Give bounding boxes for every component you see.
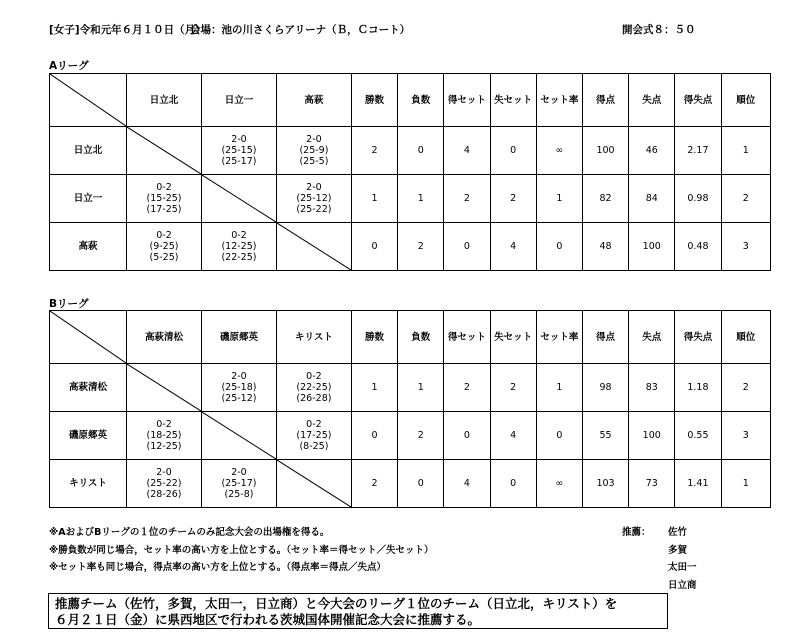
col-stat-header: 得セット (444, 74, 490, 127)
stat-cell: 2 (398, 223, 444, 271)
stat-cell: 55 (582, 412, 628, 460)
col-stat-header: 勝数 (351, 311, 397, 364)
stat-cell: 100 (629, 412, 675, 460)
match-score-line: (28-26) (146, 489, 182, 500)
col-stat-header: 負数 (398, 311, 444, 364)
stat-cell: 0.48 (675, 223, 721, 271)
match-score-line: 0-2 (306, 371, 322, 382)
stat-cell: 73 (629, 460, 675, 508)
match-score-line: 2-0 (156, 467, 172, 478)
match-score-line: (25-22) (146, 478, 182, 489)
recommendation-line: 推薦チーム（佐竹，多賀，太田一，日立商）と今大会のリーグ１位のチーム（日立北，キリスト）を (55, 596, 618, 611)
stat-cell: 2 (351, 460, 397, 508)
match-score-line: (25-12) (221, 393, 257, 404)
stat-cell: 4 (490, 412, 536, 460)
stat-cell: 0 (398, 127, 444, 175)
stat-cell: 1 (721, 460, 770, 508)
self-match-cell (201, 412, 276, 460)
col-team-header: 高萩清松 (127, 311, 202, 364)
match-score-line: 0-2 (156, 182, 172, 193)
recommend-label: 推薦： (622, 527, 651, 538)
notes (49, 524, 434, 577)
recommend-list (668, 524, 697, 594)
col-stat-header: 勝数 (351, 74, 397, 127)
stat-cell: 0.98 (675, 175, 721, 223)
match-score-line: (12-25) (221, 241, 257, 252)
match-score-line: 2-0 (306, 182, 322, 193)
header-date: [女子]令和元年６月１０日（月） (49, 24, 206, 36)
table-row (50, 460, 771, 508)
match-score-line: (22-25) (296, 382, 332, 393)
col-team-header: 日立一 (201, 74, 276, 127)
match-score-line: (22-25) (221, 252, 257, 263)
table-row (50, 412, 771, 460)
stat-cell: 1 (721, 127, 770, 175)
stat-cell: 83 (629, 364, 675, 412)
col-stat-header: セット率 (536, 311, 582, 364)
note-line: ※勝負数が同じ場合，セット率の高い方を上位とする。（セット率＝得セット／失セット） (49, 544, 434, 556)
col-stat-header: 失セット (490, 311, 536, 364)
self-match-cell (276, 223, 351, 271)
match-score-line: (25-17) (221, 478, 257, 489)
row-team-name: 磯原郷英 (50, 412, 127, 460)
match-score-line: (25-15) (221, 145, 257, 156)
match-score-line: 2-0 (231, 467, 247, 478)
match-score-line: 0-2 (231, 230, 247, 241)
stat-cell: 2 (351, 127, 397, 175)
league-b-title: Bリーグ (49, 298, 89, 310)
self-match-cell (201, 175, 276, 223)
stat-cell: ∞ (536, 127, 582, 175)
col-stat-header: 得失点 (675, 74, 721, 127)
header-opening: 開会式８：５０ (622, 24, 696, 36)
stat-cell: 2 (721, 364, 770, 412)
stat-cell: 0 (536, 412, 582, 460)
table-row (50, 364, 771, 412)
stat-cell: 2 (490, 175, 536, 223)
stat-cell: 0 (490, 127, 536, 175)
stat-cell: 1 (536, 364, 582, 412)
stat-cell: 0 (536, 223, 582, 271)
stat-cell: 3 (721, 223, 770, 271)
col-team-header: 日立北 (127, 74, 202, 127)
stat-cell: 3 (721, 412, 770, 460)
match-score-line: (25-12) (296, 193, 332, 204)
match-result (201, 127, 276, 175)
match-result (276, 364, 351, 412)
row-team-name: 高萩清松 (50, 364, 127, 412)
recommendation-box (48, 593, 668, 629)
stat-cell: 1 (398, 364, 444, 412)
stat-cell: 98 (582, 364, 628, 412)
stat-cell: 0 (490, 460, 536, 508)
match-score-line: (9-25) (149, 241, 179, 252)
match-score-line: (25-22) (296, 204, 332, 215)
stat-cell: 2 (398, 412, 444, 460)
self-match-cell (276, 460, 351, 508)
table-row (50, 175, 771, 223)
match-score-line: 2-0 (306, 134, 322, 145)
stat-cell: 2 (721, 175, 770, 223)
stat-cell: 48 (582, 223, 628, 271)
match-score-line: (25-17) (221, 156, 257, 167)
league-a-title: Aリーグ (49, 60, 89, 72)
table-row (50, 223, 771, 271)
stat-cell: 46 (629, 127, 675, 175)
match-score-line: 0-2 (156, 230, 172, 241)
col-stat-header: 失セット (490, 74, 536, 127)
col-stat-header: 得セット (444, 311, 490, 364)
match-score-line: (17-25) (296, 430, 332, 441)
note-line: ※AおよびBリーグの１位のチームのみ記念大会の出場権を得る。 (49, 527, 330, 538)
diagonal-line (202, 175, 276, 222)
stat-cell: 2.17 (675, 127, 721, 175)
match-result (127, 460, 202, 508)
match-score-line: 2-0 (231, 134, 247, 145)
recommendation-line: ６月２１日（金）に県西地区で行われる茨城国体開催記念大会に推薦する。 (55, 612, 481, 627)
col-stat-header: 失点 (629, 74, 675, 127)
corner-cell (50, 311, 127, 364)
stat-cell: 0 (444, 223, 490, 271)
table-row (50, 127, 771, 175)
stat-cell: 0 (351, 223, 397, 271)
match-score-line: (8-25) (299, 441, 329, 452)
stat-cell: 0 (398, 460, 444, 508)
col-team-header: 高萩 (276, 74, 351, 127)
stat-cell: 82 (582, 175, 628, 223)
match-score-line: 2-0 (231, 371, 247, 382)
col-stat-header: セット率 (536, 74, 582, 127)
stat-cell: 1 (351, 364, 397, 412)
match-result (276, 175, 351, 223)
match-result (127, 223, 202, 271)
stat-cell: 100 (582, 127, 628, 175)
stat-cell: 1 (398, 175, 444, 223)
diagonal-line (127, 127, 201, 174)
stat-cell: 84 (629, 175, 675, 223)
col-stat-header: 順位 (721, 311, 770, 364)
row-team-name: キリスト (50, 460, 127, 508)
recommend-team: 多賀 (668, 544, 688, 556)
match-score-line: (5-25) (149, 252, 179, 263)
match-score-line: 0-2 (156, 419, 172, 430)
diagonal-line (50, 311, 126, 363)
match-result (201, 364, 276, 412)
match-score-line: (18-25) (146, 430, 182, 441)
stat-cell: 2 (444, 364, 490, 412)
row-team-name: 日立一 (50, 175, 127, 223)
recommend-team: 太田一 (668, 562, 697, 573)
match-score-line: (25-8) (224, 489, 254, 500)
self-match-cell (127, 127, 202, 175)
diagonal-line (127, 364, 201, 411)
stat-cell: 1.41 (675, 460, 721, 508)
stat-cell: 0.55 (675, 412, 721, 460)
recommend-team: 佐竹 (668, 527, 688, 538)
match-score-line: (17-25) (146, 204, 182, 215)
match-score-line: (26-28) (296, 393, 332, 404)
stat-cell: ∞ (536, 460, 582, 508)
stat-cell: 1.18 (675, 364, 721, 412)
match-result (201, 460, 276, 508)
row-team-name: 日立北 (50, 127, 127, 175)
stat-cell: 0 (351, 412, 397, 460)
stat-cell: 1 (536, 175, 582, 223)
col-stat-header: 失点 (629, 311, 675, 364)
col-stat-header: 得点 (582, 311, 628, 364)
match-result (127, 175, 202, 223)
col-team-header: キリスト (276, 311, 351, 364)
col-stat-header: 得点 (582, 74, 628, 127)
col-stat-header: 負数 (398, 74, 444, 127)
match-result (276, 412, 351, 460)
league-b-table (49, 310, 771, 508)
corner-cell (50, 74, 127, 127)
league-a-table (49, 73, 771, 271)
note-line: ※セット率も同じ場合，得点率の高い方を上位とする。（得点率＝得点／失点） (49, 562, 386, 573)
stat-cell: 1 (351, 175, 397, 223)
stat-cell: 4 (444, 127, 490, 175)
diagonal-line (277, 460, 351, 507)
col-team-header: 磯原郷英 (201, 311, 276, 364)
match-score-line: (15-25) (146, 193, 182, 204)
diagonal-line (277, 223, 351, 270)
col-stat-header: 順位 (721, 74, 770, 127)
stat-cell: 100 (629, 223, 675, 271)
stat-cell: 0 (444, 412, 490, 460)
diagonal-line (50, 74, 126, 126)
row-team-name: 高萩 (50, 223, 127, 271)
stat-cell: 4 (490, 223, 536, 271)
header-venue: 会場：池の川さくらアリーナ（Ｂ，Ｃコート） (190, 24, 411, 36)
diagonal-line (202, 412, 276, 459)
match-result (276, 127, 351, 175)
recommend-team: 日立商 (668, 579, 697, 591)
self-match-cell (127, 364, 202, 412)
match-score-line: (25-18) (221, 382, 257, 393)
stat-cell: 2 (490, 364, 536, 412)
match-result (201, 223, 276, 271)
match-score-line: 0-2 (306, 419, 322, 430)
col-stat-header: 得失点 (675, 311, 721, 364)
match-score-line: (25-5) (299, 156, 329, 167)
match-score-line: (12-25) (146, 441, 182, 452)
stat-cell: 2 (444, 175, 490, 223)
match-score-line: (25-9) (299, 145, 329, 156)
stat-cell: 103 (582, 460, 628, 508)
stat-cell: 4 (444, 460, 490, 508)
match-result (127, 412, 202, 460)
